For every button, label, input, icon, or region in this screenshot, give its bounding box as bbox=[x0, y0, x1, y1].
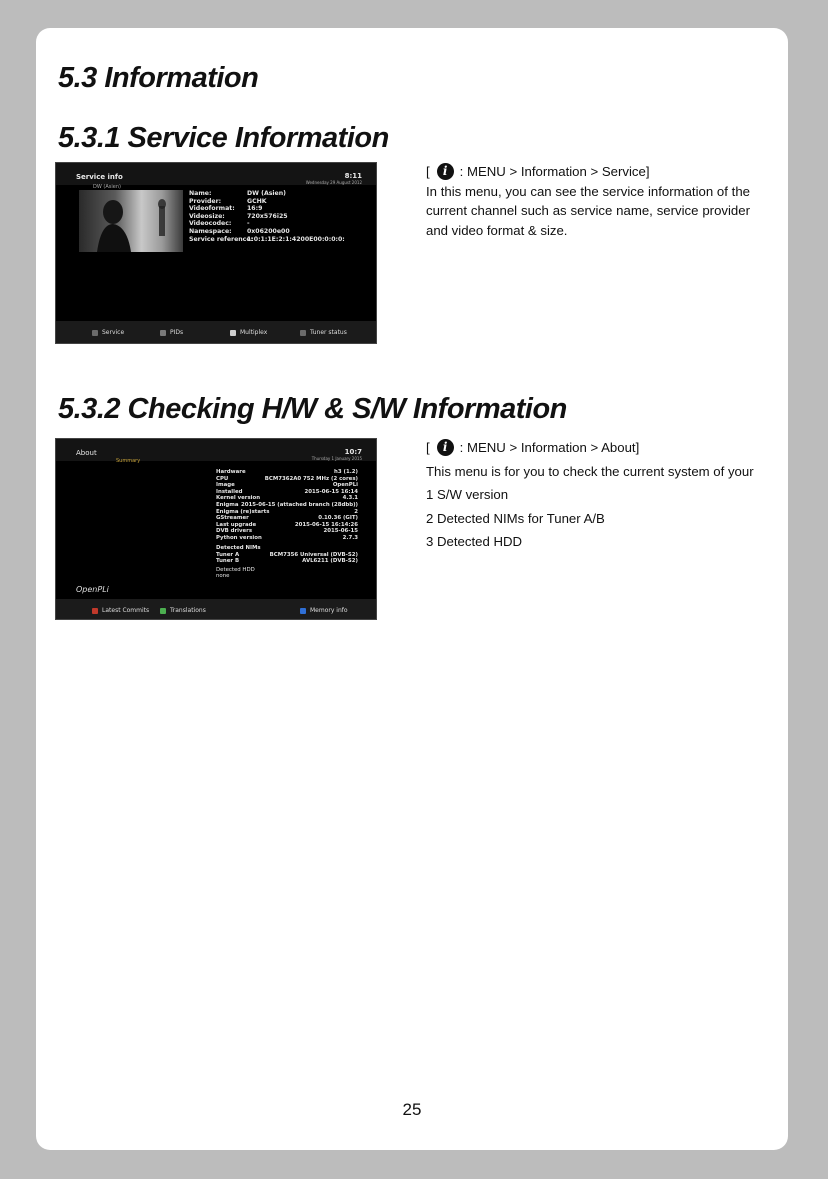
channel-label: DW (Asien) bbox=[93, 184, 121, 190]
info-key: Last upgrade bbox=[216, 521, 257, 528]
screen-title: About bbox=[76, 449, 97, 457]
color-key-button[interactable] bbox=[300, 329, 347, 336]
info-key: Python version bbox=[216, 534, 262, 541]
info-value: h3 (1.2) bbox=[334, 469, 358, 475]
about-item: 1 S/W version bbox=[426, 487, 509, 503]
info-row bbox=[216, 535, 358, 542]
about-intro: This menu is for you to check the current system of your bbox=[426, 463, 754, 479]
color-key-swatch bbox=[92, 608, 98, 614]
about-menu-path bbox=[426, 438, 756, 458]
info-row bbox=[216, 552, 358, 559]
info-value: 2015-06-15 16:14:26 bbox=[294, 521, 358, 528]
about-heading: 5.3.2 Checking H/W & S/W Information bbox=[58, 393, 567, 425]
info-key: Namespace: bbox=[189, 227, 232, 235]
info-row bbox=[216, 509, 358, 516]
info-value: OpenPLi bbox=[332, 482, 358, 489]
info-row bbox=[216, 469, 358, 476]
info-row bbox=[216, 515, 358, 522]
info-value: 2.7.3 bbox=[342, 534, 358, 541]
color-key-label: Multiplex bbox=[240, 329, 268, 336]
info-icon: i bbox=[437, 163, 454, 180]
nims-header: Detected NIMs bbox=[216, 545, 261, 551]
color-key-label: Translations bbox=[170, 607, 206, 614]
info-row bbox=[216, 528, 358, 535]
info-value: 720x576i25 bbox=[247, 212, 288, 220]
info-key: Provider: bbox=[189, 197, 222, 205]
info-row bbox=[216, 502, 358, 509]
info-value: 0x06200e00 bbox=[247, 227, 290, 235]
info-key: Kernel version bbox=[216, 495, 261, 502]
manual-page bbox=[36, 28, 788, 1150]
nims-section bbox=[216, 545, 358, 580]
info-row bbox=[216, 476, 358, 483]
info-key: Videosize: bbox=[189, 212, 225, 220]
info-value: BCM7356 Universal (DVB-S2) bbox=[269, 551, 358, 558]
info-value: 16:9 bbox=[247, 205, 263, 213]
info-row bbox=[189, 213, 345, 221]
about-item: 2 Detected NIMs for Tuner A/B bbox=[426, 510, 605, 526]
service-info-screenshot bbox=[55, 162, 377, 344]
color-key-swatch bbox=[300, 330, 306, 336]
info-row bbox=[189, 228, 345, 236]
info-value: 2015-06-15 bbox=[323, 528, 358, 535]
hdd-header: Detected HDD bbox=[216, 566, 255, 573]
info-key: Name: bbox=[189, 190, 212, 197]
info-value: BCM7362A0 752 MHz (2 cores) bbox=[264, 475, 358, 482]
info-key: Videoformat: bbox=[189, 205, 235, 213]
info-value: 0.10.36 (GIT) bbox=[318, 515, 358, 522]
path-bracket: [ bbox=[426, 440, 430, 455]
info-value: 1:0:1:1E:2:1:4200E00:0:0:0: bbox=[247, 235, 345, 243]
color-key-button[interactable] bbox=[230, 329, 267, 336]
color-key-button[interactable] bbox=[92, 329, 124, 336]
info-row bbox=[189, 205, 345, 213]
info-row bbox=[189, 190, 345, 198]
info-key: DVB drivers bbox=[216, 528, 253, 535]
path-text: : MENU > Information > About] bbox=[459, 440, 640, 455]
about-fields bbox=[216, 469, 358, 542]
color-key-swatch bbox=[92, 330, 98, 336]
info-row bbox=[216, 482, 358, 489]
info-key: CPU bbox=[216, 475, 229, 482]
video-preview-image bbox=[79, 190, 183, 252]
info-value: AVL6211 (DVB-S2) bbox=[302, 558, 358, 565]
info-key: Tuner A bbox=[216, 551, 240, 558]
color-key-swatch bbox=[300, 608, 306, 614]
color-key-label: Memory info bbox=[310, 607, 348, 614]
info-value: GCHK bbox=[247, 197, 267, 205]
about-item-list bbox=[426, 485, 756, 552]
color-key-swatch bbox=[230, 330, 236, 336]
info-key: Enigma bbox=[216, 501, 239, 508]
color-key-label: Latest Commits bbox=[102, 607, 150, 614]
path-bracket: [ bbox=[426, 164, 430, 179]
info-icon: i bbox=[437, 439, 454, 456]
color-key-button[interactable] bbox=[160, 607, 206, 614]
service-menu-path bbox=[426, 162, 750, 182]
summary-label: Summary bbox=[116, 458, 141, 464]
info-key: Installed bbox=[216, 488, 243, 495]
hdd-value: none bbox=[216, 573, 230, 580]
info-key: Hardware bbox=[216, 469, 246, 475]
info-key: GStreamer bbox=[216, 515, 249, 522]
screen-date: Wednesday 29 August 2012 bbox=[305, 180, 362, 185]
info-key: Service reference: bbox=[189, 235, 254, 243]
info-value: 2015-06-15 (attached branch (28dbb)) bbox=[240, 501, 358, 508]
info-value: 2 bbox=[354, 508, 358, 515]
about-item: 3 Detected HDD bbox=[426, 534, 523, 550]
path-text: : MENU > Information > Service] bbox=[459, 164, 650, 179]
screen-time: 8:11 bbox=[344, 172, 362, 180]
info-value: 4.3.1 bbox=[342, 495, 358, 502]
info-value: - bbox=[247, 220, 250, 228]
screen-footer bbox=[56, 599, 376, 619]
color-key-label: Tuner status bbox=[310, 329, 347, 336]
info-key: Image bbox=[216, 482, 235, 489]
color-key-button[interactable] bbox=[92, 607, 149, 614]
about-screenshot bbox=[55, 438, 377, 620]
info-key: Videocodec: bbox=[189, 220, 232, 228]
info-key: Enigma (re)starts bbox=[216, 508, 270, 515]
service-info-text bbox=[426, 162, 750, 240]
screen-footer bbox=[56, 321, 376, 343]
page-number: 25 bbox=[402, 1100, 422, 1119]
info-row bbox=[189, 220, 345, 228]
color-key-swatch bbox=[160, 330, 166, 336]
info-row bbox=[216, 495, 358, 502]
info-value: 2015-06-15 16:14 bbox=[304, 488, 358, 495]
color-key-button[interactable] bbox=[160, 329, 183, 336]
screen-time: 10:7 bbox=[344, 448, 362, 456]
color-key-swatch bbox=[160, 608, 166, 614]
info-row bbox=[216, 522, 358, 529]
info-row bbox=[216, 489, 358, 496]
service-info-heading: 5.3.1 Service Information bbox=[58, 122, 389, 154]
screen-date: Thursday 1 January 2015 bbox=[311, 456, 362, 461]
about-text bbox=[426, 438, 756, 556]
info-key: Tuner B bbox=[216, 558, 240, 565]
section-title: 5.3 Information bbox=[58, 62, 259, 94]
info-value: DW (Asien) bbox=[247, 190, 286, 197]
color-key-button[interactable] bbox=[300, 607, 348, 614]
info-row bbox=[189, 198, 345, 206]
openpli-logo: OpenPLi bbox=[76, 585, 109, 594]
color-key-label: Service bbox=[102, 329, 125, 336]
info-row bbox=[189, 236, 345, 244]
color-key-label: PIDs bbox=[170, 329, 184, 336]
video-preview bbox=[79, 190, 183, 252]
info-row bbox=[216, 558, 358, 565]
screen-title: Service info bbox=[76, 173, 123, 181]
service-description: In this menu, you can see the service information of the current channel such as service name, service provider and video format & size. bbox=[426, 183, 750, 238]
service-fields bbox=[189, 190, 345, 243]
